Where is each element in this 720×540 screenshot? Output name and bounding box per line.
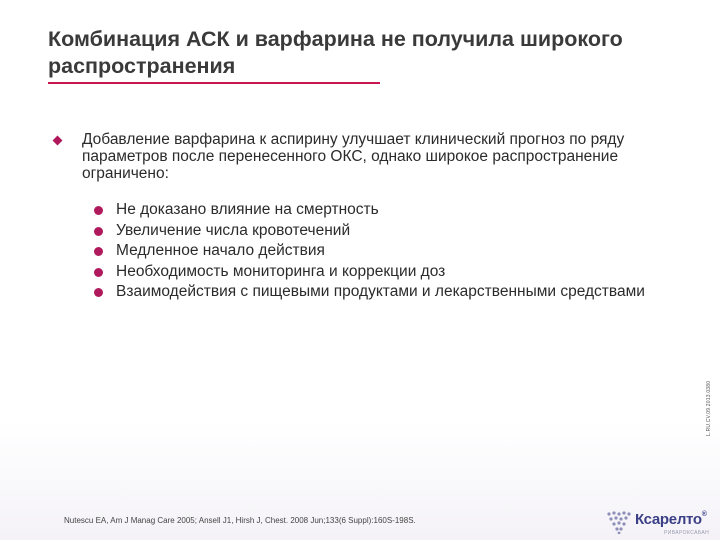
- reference-note: Nutescu EA, Am J Manag Care 2005; Ansell J1, Hirsh J, Chest. 2008 Jun;133(6 Suppl):160S-198S.: [64, 516, 416, 525]
- list-item-text: Увеличение числа кровотечений: [116, 221, 351, 239]
- bullet-dot-icon: [94, 206, 103, 215]
- logo-mark-icon: [606, 510, 632, 534]
- bullet-dot-icon: [94, 268, 103, 277]
- list-item: [94, 282, 674, 303]
- list-item-text: Необходимость мониторинга и коррекции доз: [116, 262, 446, 280]
- list-item: [94, 241, 674, 262]
- bullet-dot-icon: [94, 227, 103, 236]
- slide-title: Комбинация АСК и варфарина не получила широкого распространения: [48, 27, 623, 78]
- list-item-text: Взаимодействия с пищевыми продуктами и лекарственными средствами: [116, 283, 645, 300]
- list-item: [94, 221, 674, 242]
- lead-paragraph: Добавление варфарина к аспирину улучшает клинический прогноз по ряду параметров после перенесенного ОКС, однако широкое распространение ограничено:: [82, 131, 625, 182]
- logo-wordmark: Ксарелто®: [635, 511, 707, 528]
- diamond-bullet-icon: [53, 136, 63, 146]
- list-item: [94, 200, 674, 221]
- title-underline: [48, 82, 380, 84]
- limitations-list: [94, 200, 674, 303]
- list-item-text: Медленное начало действия: [116, 242, 325, 259]
- logo-tagline: РИВАРОКСАБАН: [664, 530, 710, 536]
- list-item: [94, 262, 674, 283]
- brand-logo: [606, 508, 714, 538]
- list-item-text: Не доказано влияние на смертность: [116, 201, 379, 218]
- bullet-dot-icon: [94, 247, 103, 256]
- bullet-dot-icon: [94, 288, 103, 297]
- document-code: L.RU.CV.09.2013.0380: [706, 380, 712, 436]
